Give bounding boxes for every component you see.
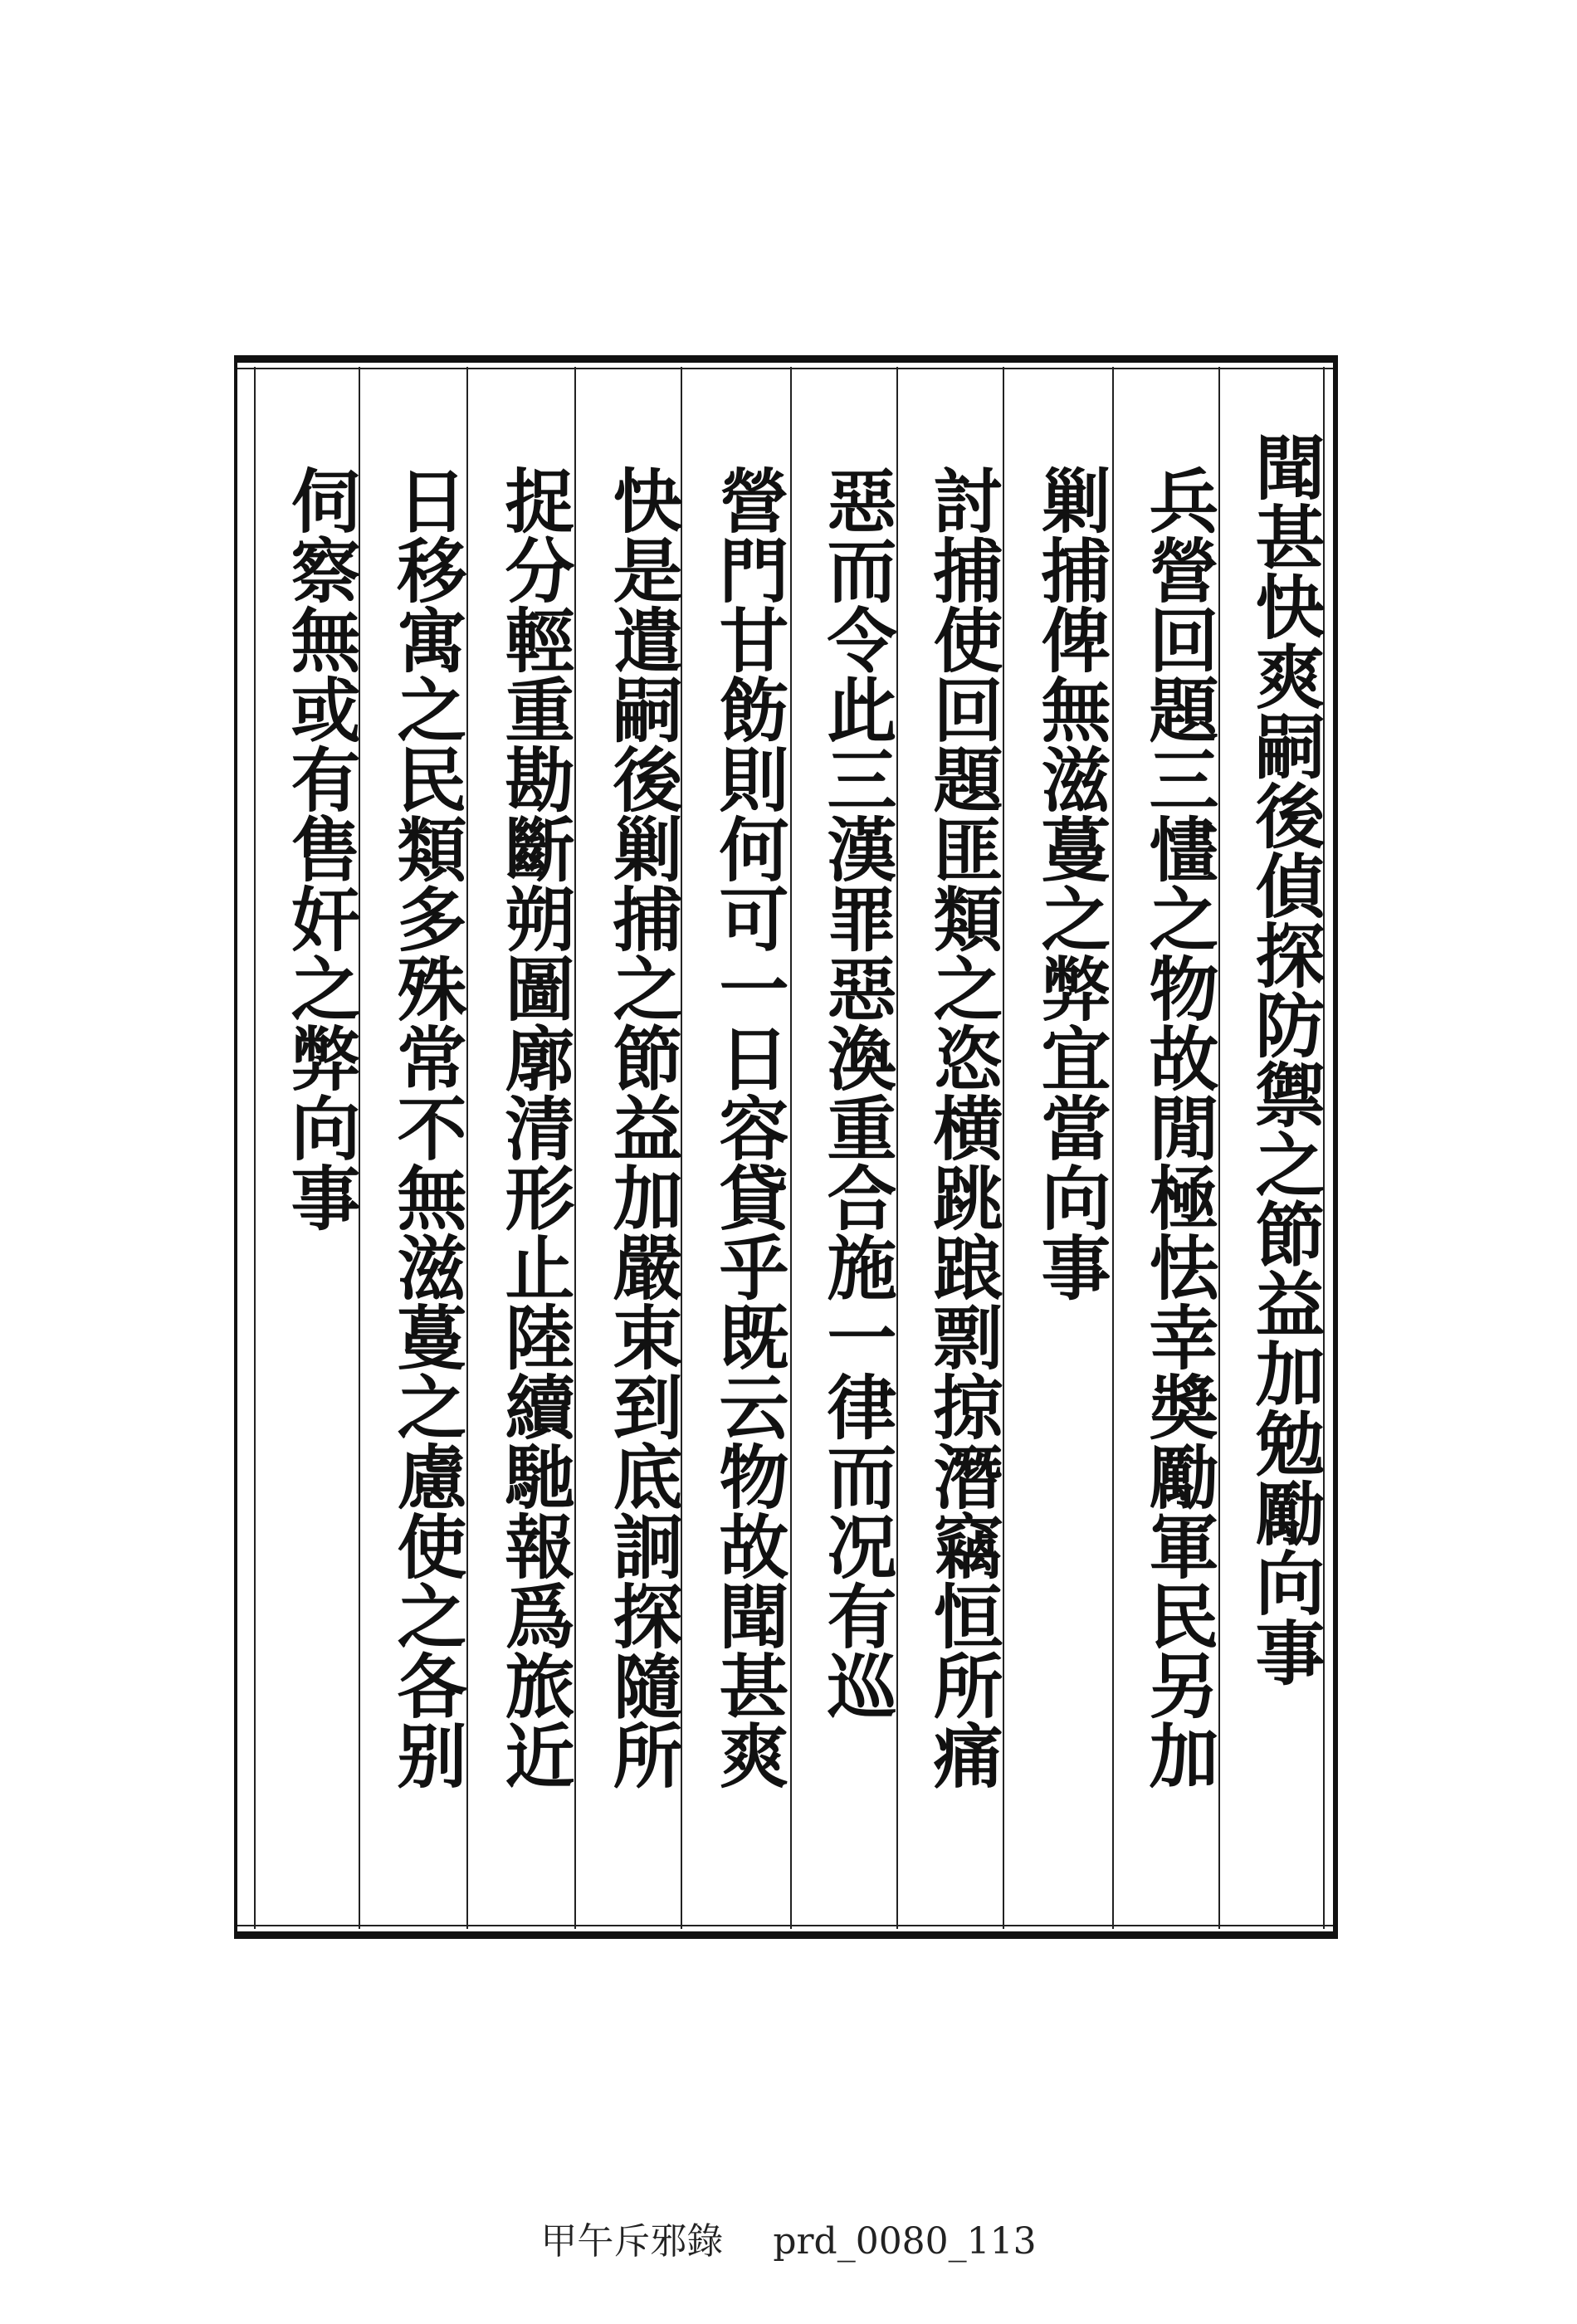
text-column-2: 兵營回題三㦎之物故閒極怯幸奬勵軍民另加 — [1138, 465, 1220, 1789]
column-divider — [790, 367, 792, 1929]
column-divider — [1112, 367, 1114, 1929]
text-column-1: 聞甚快爽嗣後偵探防禦之節益加勉勵向事 — [1244, 432, 1326, 1687]
text-column-9: 日移寓之民類多殊常不無滋蔓之慮使之各别 — [386, 465, 468, 1789]
text-column-8: 捉分輕重勘斷朔圖廓清形止陸續馳報爲旅近 — [494, 465, 576, 1789]
text-column-6: 營門甘飭則何可一日容貸乎既云物故聞甚爽 — [708, 465, 790, 1789]
text-column-7: 快是遣嗣後剿捕之節益加嚴束到底詗探隨所 — [602, 465, 684, 1789]
text-column-4: 討捕使回題匪類之恣横跳踉剽掠潛竊恒所痛 — [922, 465, 1004, 1789]
text-column-5: 惡而令此三漢罪惡渙重合施一律而况有巡 — [816, 465, 898, 1720]
column-divider — [254, 367, 256, 1929]
page-footer — [0, 2211, 1577, 2264]
book-title: 甲午斥邪錄 — [540, 2220, 724, 2263]
page-identifier: prd_0080_113 — [773, 2220, 1037, 2263]
text-column-10: 伺察無或有售奸之弊向事 — [280, 465, 362, 1232]
text-column-3: 剿捕俾無滋蔓之弊宜當向事 — [1030, 465, 1112, 1301]
